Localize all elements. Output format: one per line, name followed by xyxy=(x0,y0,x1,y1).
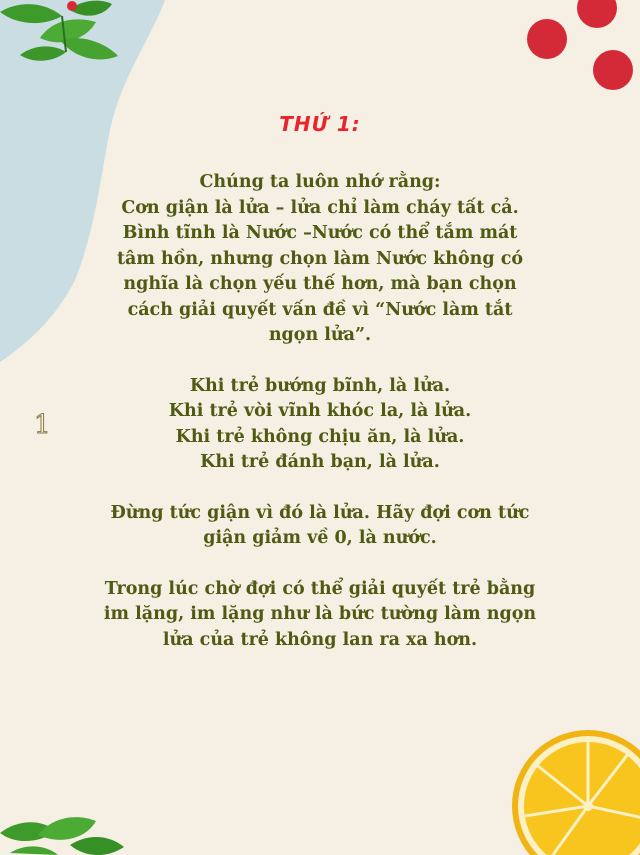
mint-leaves-icon xyxy=(0,805,130,855)
paragraph-examples xyxy=(90,374,550,476)
text-line: Bình tĩnh là Nước –Nước có thể tắm mát xyxy=(122,223,518,243)
text-line: tâm hồn, nhưng chọn làm Nước không có xyxy=(116,248,524,269)
text-line: Chúng ta luôn nhớ rằng: xyxy=(199,172,441,192)
body-text xyxy=(90,170,550,678)
text-line: nghĩa là chọn yếu thế hơn, mà bạn chọn xyxy=(123,274,517,294)
lemon-slice-icon xyxy=(508,724,640,855)
red-berries-icon xyxy=(520,0,640,100)
text-line: im lặng, im lặng như là bức tường làm ngọn xyxy=(103,604,537,624)
section-title: THỨ 1: xyxy=(279,112,361,136)
text-line: Trong lúc chờ đợi có thể giải quyết trẻ bằng xyxy=(104,578,536,599)
paragraph-silence xyxy=(90,577,550,654)
text-line: cách giải quyết vấn đề vì “Nước làm tắt xyxy=(127,299,513,320)
text-line: Khi trẻ vòi vĩnh khóc la, là lửa. xyxy=(168,401,472,421)
paragraph-intro xyxy=(90,170,550,349)
text-line: Cơn giận là lửa – lửa chỉ làm cháy tất cả. xyxy=(121,197,519,218)
page-number: 1 xyxy=(34,410,51,440)
paragraph-advice xyxy=(90,501,550,552)
text-line: giận giảm về 0, là nước. xyxy=(203,528,437,548)
text-line: lửa của trẻ không lan ra xa hơn. xyxy=(162,629,478,650)
text-line: Khi trẻ đánh bạn, là lửa. xyxy=(200,452,440,472)
text-line: Đừng tức giận vì đó là lửa. Hãy đợi cơn tức xyxy=(110,502,530,523)
text-line: Khi trẻ không chịu ăn, là lửa. xyxy=(175,426,465,447)
mint-leaves-icon xyxy=(0,0,125,75)
text-line: ngọn lửa”. xyxy=(268,325,372,345)
text-line: Khi trẻ bướng bĩnh, là lửa. xyxy=(189,375,451,396)
